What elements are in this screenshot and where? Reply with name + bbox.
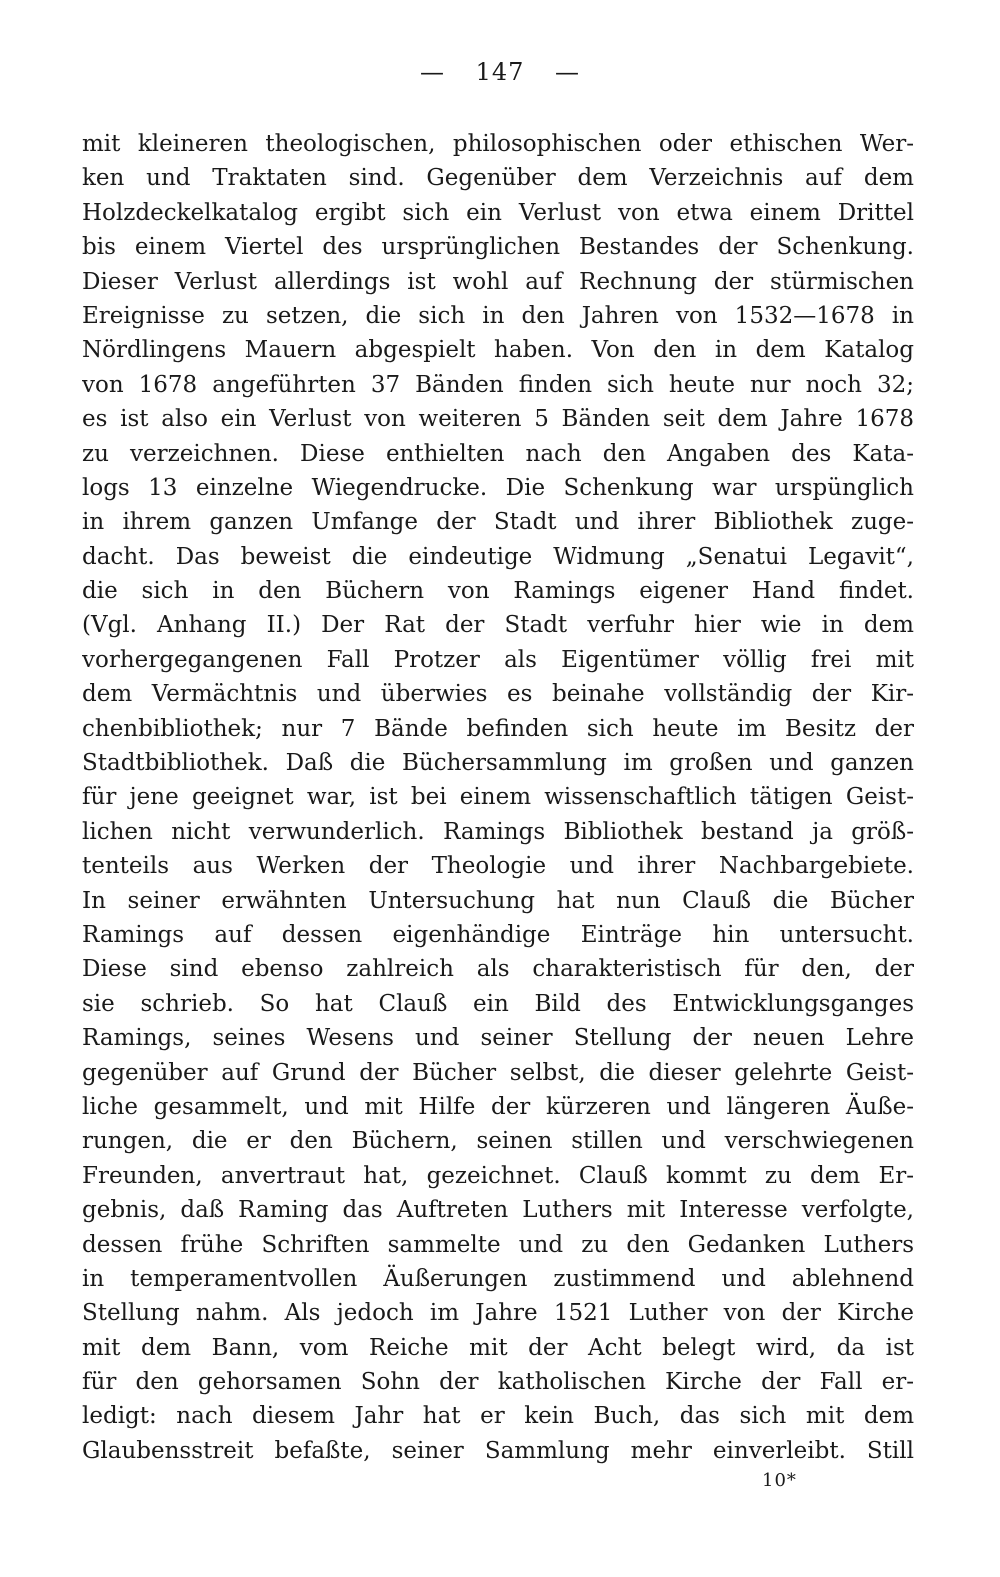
text-line: rungen, die er den Büchern, seinen stillen und verschwiegenen xyxy=(82,1128,914,1155)
text-line: dacht. Das beweist die eindeutige Widmung „Senatui Legavit“, xyxy=(82,543,914,570)
text-line: Diese sind ebenso zahlreich als charakteristisch für den, der xyxy=(82,956,914,983)
page-header xyxy=(0,58,1000,86)
header-dash-right: — xyxy=(555,58,581,86)
text-line: sie schrieb. So hat Clauß ein Bild des Entwicklungsganges xyxy=(82,990,914,1017)
text-line: chenbibliothek; nur 7 Bände befinden sich heute im Besitz der xyxy=(82,715,914,742)
text-line: bis einem Viertel des ursprünglichen Bestandes der Schenkung. xyxy=(82,234,914,261)
text-line: logs 13 einzelne Wiegendrucke. Die Schenkung war urspünglich xyxy=(82,474,914,501)
text-line: tenteils aus Werken der Theologie und ihrer Nachbargebiete. xyxy=(82,853,914,880)
text-line: Nördlingens Mauern abgespielt haben. Von den in dem Katalog xyxy=(82,337,914,364)
text-line: ken und Traktaten sind. Gegenüber dem Verzeichnis auf dem xyxy=(82,165,914,192)
text-line: gegenüber auf Grund der Bücher selbst, die dieser gelehrte Geist- xyxy=(82,1059,914,1086)
text-line: Glaubensstreit befaßte, seiner Sammlung mehr einverleibt. Still xyxy=(82,1437,914,1464)
text-line: Ramings, seines Wesens und seiner Stellung der neuen Lehre xyxy=(82,1025,914,1052)
text-line: ledigt: nach diesem Jahr hat er kein Buch, das sich mit dem xyxy=(82,1403,914,1430)
body-text xyxy=(82,127,914,1468)
text-line: von 1678 angeführten 37 Bänden finden sich heute nur noch 32; xyxy=(82,371,914,398)
text-line: für den gehorsamen Sohn der katholischen Kirche der Fall er- xyxy=(82,1369,914,1396)
text-line: Freunden, anvertraut hat, gezeichnet. Clauß kommt zu dem Er- xyxy=(82,1162,914,1189)
text-line: Ereignisse zu setzen, die sich in den Jahren von 1532—1678 in xyxy=(82,302,914,329)
text-line: es ist also ein Verlust von weiteren 5 Bänden seit dem Jahre 1678 xyxy=(82,406,914,433)
text-line: die sich in den Büchern von Ramings eigener Hand findet. xyxy=(82,578,914,605)
text-line: Stellung nahm. Als jedoch im Jahre 1521 Luther von der Kirche xyxy=(82,1300,914,1327)
text-line: in ihrem ganzen Umfange der Stadt und ihrer Bibliothek zuge- xyxy=(82,509,914,536)
text-line: lichen nicht verwunderlich. Ramings Bibliothek bestand ja größ- xyxy=(82,818,914,845)
text-line: für jene geeignet war, ist bei einem wissenschaftlich tätigen Geist- xyxy=(82,784,914,811)
signature-mark: 10* xyxy=(762,1470,797,1491)
text-line: (Vgl. Anhang II.) Der Rat der Stadt verfuhr hier wie in dem xyxy=(82,612,914,639)
page-number: 147 xyxy=(475,58,525,86)
text-line: zu verzeichnen. Diese enthielten nach den Angaben des Kata- xyxy=(82,440,914,467)
text-line: Dieser Verlust allerdings ist wohl auf Rechnung der stürmischen xyxy=(82,268,914,295)
text-line: In seiner erwähnten Untersuchung hat nun Clauß die Bücher xyxy=(82,887,914,914)
text-line: Ramings auf dessen eigenhändige Einträge hin untersucht. xyxy=(82,921,914,948)
text-line: mit dem Bann, vom Reiche mit der Acht belegt wird, da ist xyxy=(82,1334,914,1361)
text-line: dem Vermächtnis und überwies es beinahe vollständig der Kir- xyxy=(82,681,914,708)
text-line: in temperamentvollen Äußerungen zustimmend und ablehnend xyxy=(82,1265,914,1292)
text-line: Holzdeckelkatalog ergibt sich ein Verlust von etwa einem Drittel xyxy=(82,199,914,226)
header-dash-left: — xyxy=(419,58,445,86)
text-line: dessen frühe Schriften sammelte und zu den Gedanken Luthers xyxy=(82,1231,914,1258)
text-line: mit kleineren theologischen, philosophischen oder ethischen Wer- xyxy=(82,131,914,157)
text-line: liche gesammelt, und mit Hilfe der kürzeren und längeren Äuße- xyxy=(82,1093,914,1120)
text-line: Stadtbibliothek. Daß die Büchersammlung im großen und ganzen xyxy=(82,750,914,777)
text-line: gebnis, daß Raming das Auftreten Luthers mit Interesse verfolgte, xyxy=(82,1197,914,1224)
text-line: vorhergegangenen Fall Protzer als Eigentümer völlig frei mit xyxy=(82,646,914,673)
